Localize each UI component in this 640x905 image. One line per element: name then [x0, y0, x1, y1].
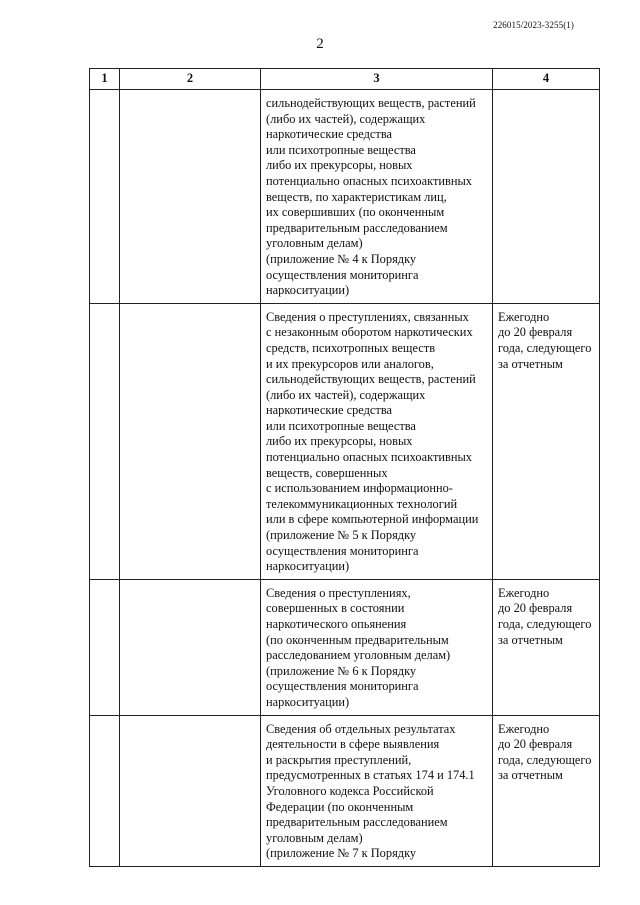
- column-header-3: 3: [261, 69, 493, 90]
- column-header-2: 2: [120, 69, 261, 90]
- row-cell-col2: [120, 303, 261, 579]
- row-cell-description: Сведения о преступлениях, связанных с незаконным оборотом наркотических средств, психотропных веществ и их прекурсоров или аналогов, сильнодействующих веществ, растений (либо их частей), содержащих наркотические средства или психотропные вещества либо их прекурсоры, новых потенциально опасных психоактивных веществ, совершенных с использованием информационно- телекоммуникационных технологий или в сфере компьютерной информации (приложение № 5 к Порядку осуществления мониторинга наркоситуации): [261, 303, 493, 579]
- document-number: 226015/2023-3255(1): [493, 20, 574, 30]
- table-row: [90, 303, 600, 579]
- document-table: [89, 68, 600, 867]
- table-row: [90, 715, 600, 866]
- row-cell-description: Сведения о преступлениях, совершенных в состоянии наркотического опьянения (по оконченным предварительным расследованием уголовным делам) (приложение № 6 к Порядку осуществления мониторинга наркоситуации): [261, 579, 493, 715]
- row-cell-col1: [90, 579, 120, 715]
- row-cell-deadline: Ежегодно до 20 февраля года, следующего за отчетным: [493, 715, 600, 866]
- row-cell-deadline: Ежегодно до 20 февраля года, следующего за отчетным: [493, 579, 600, 715]
- table-header-row: [90, 69, 600, 90]
- column-header-4: 4: [493, 69, 600, 90]
- row-cell-col1: [90, 303, 120, 579]
- row-cell-col2: [120, 715, 261, 866]
- row-cell-deadline: Ежегодно до 20 февраля года, следующего за отчетным: [493, 303, 600, 579]
- row-cell-col2: [120, 579, 261, 715]
- column-header-1: 1: [90, 69, 120, 90]
- page-number: 2: [316, 36, 324, 52]
- row-cell-col1: [90, 90, 120, 304]
- row-cell-description: Сведения об отдельных результатах деятельности в сфере выявления и раскрытия преступлений, предусмотренных в статьях 174 и 174.1 Уголовного кодекса Российской Федерации (по оконченным предварительным расследованием уголовным делам) (приложение № 7 к Порядку: [261, 715, 493, 866]
- row-cell-col1: [90, 715, 120, 866]
- table-row: [90, 90, 600, 304]
- row-cell-col2: [120, 90, 261, 304]
- row-cell-deadline: [493, 90, 600, 304]
- table-row: [90, 579, 600, 715]
- row-cell-description: сильнодействующих веществ, растений (либо их частей), содержащих наркотические средства или психотропные вещества либо их прекурсоры, новых потенциально опасных психоактивных веществ, по характеристикам лиц, их совершивших (по оконченным предварительным расследованием уголовным делам) (приложение № 4 к Порядку осуществления мониторинга наркоситуации): [261, 90, 493, 304]
